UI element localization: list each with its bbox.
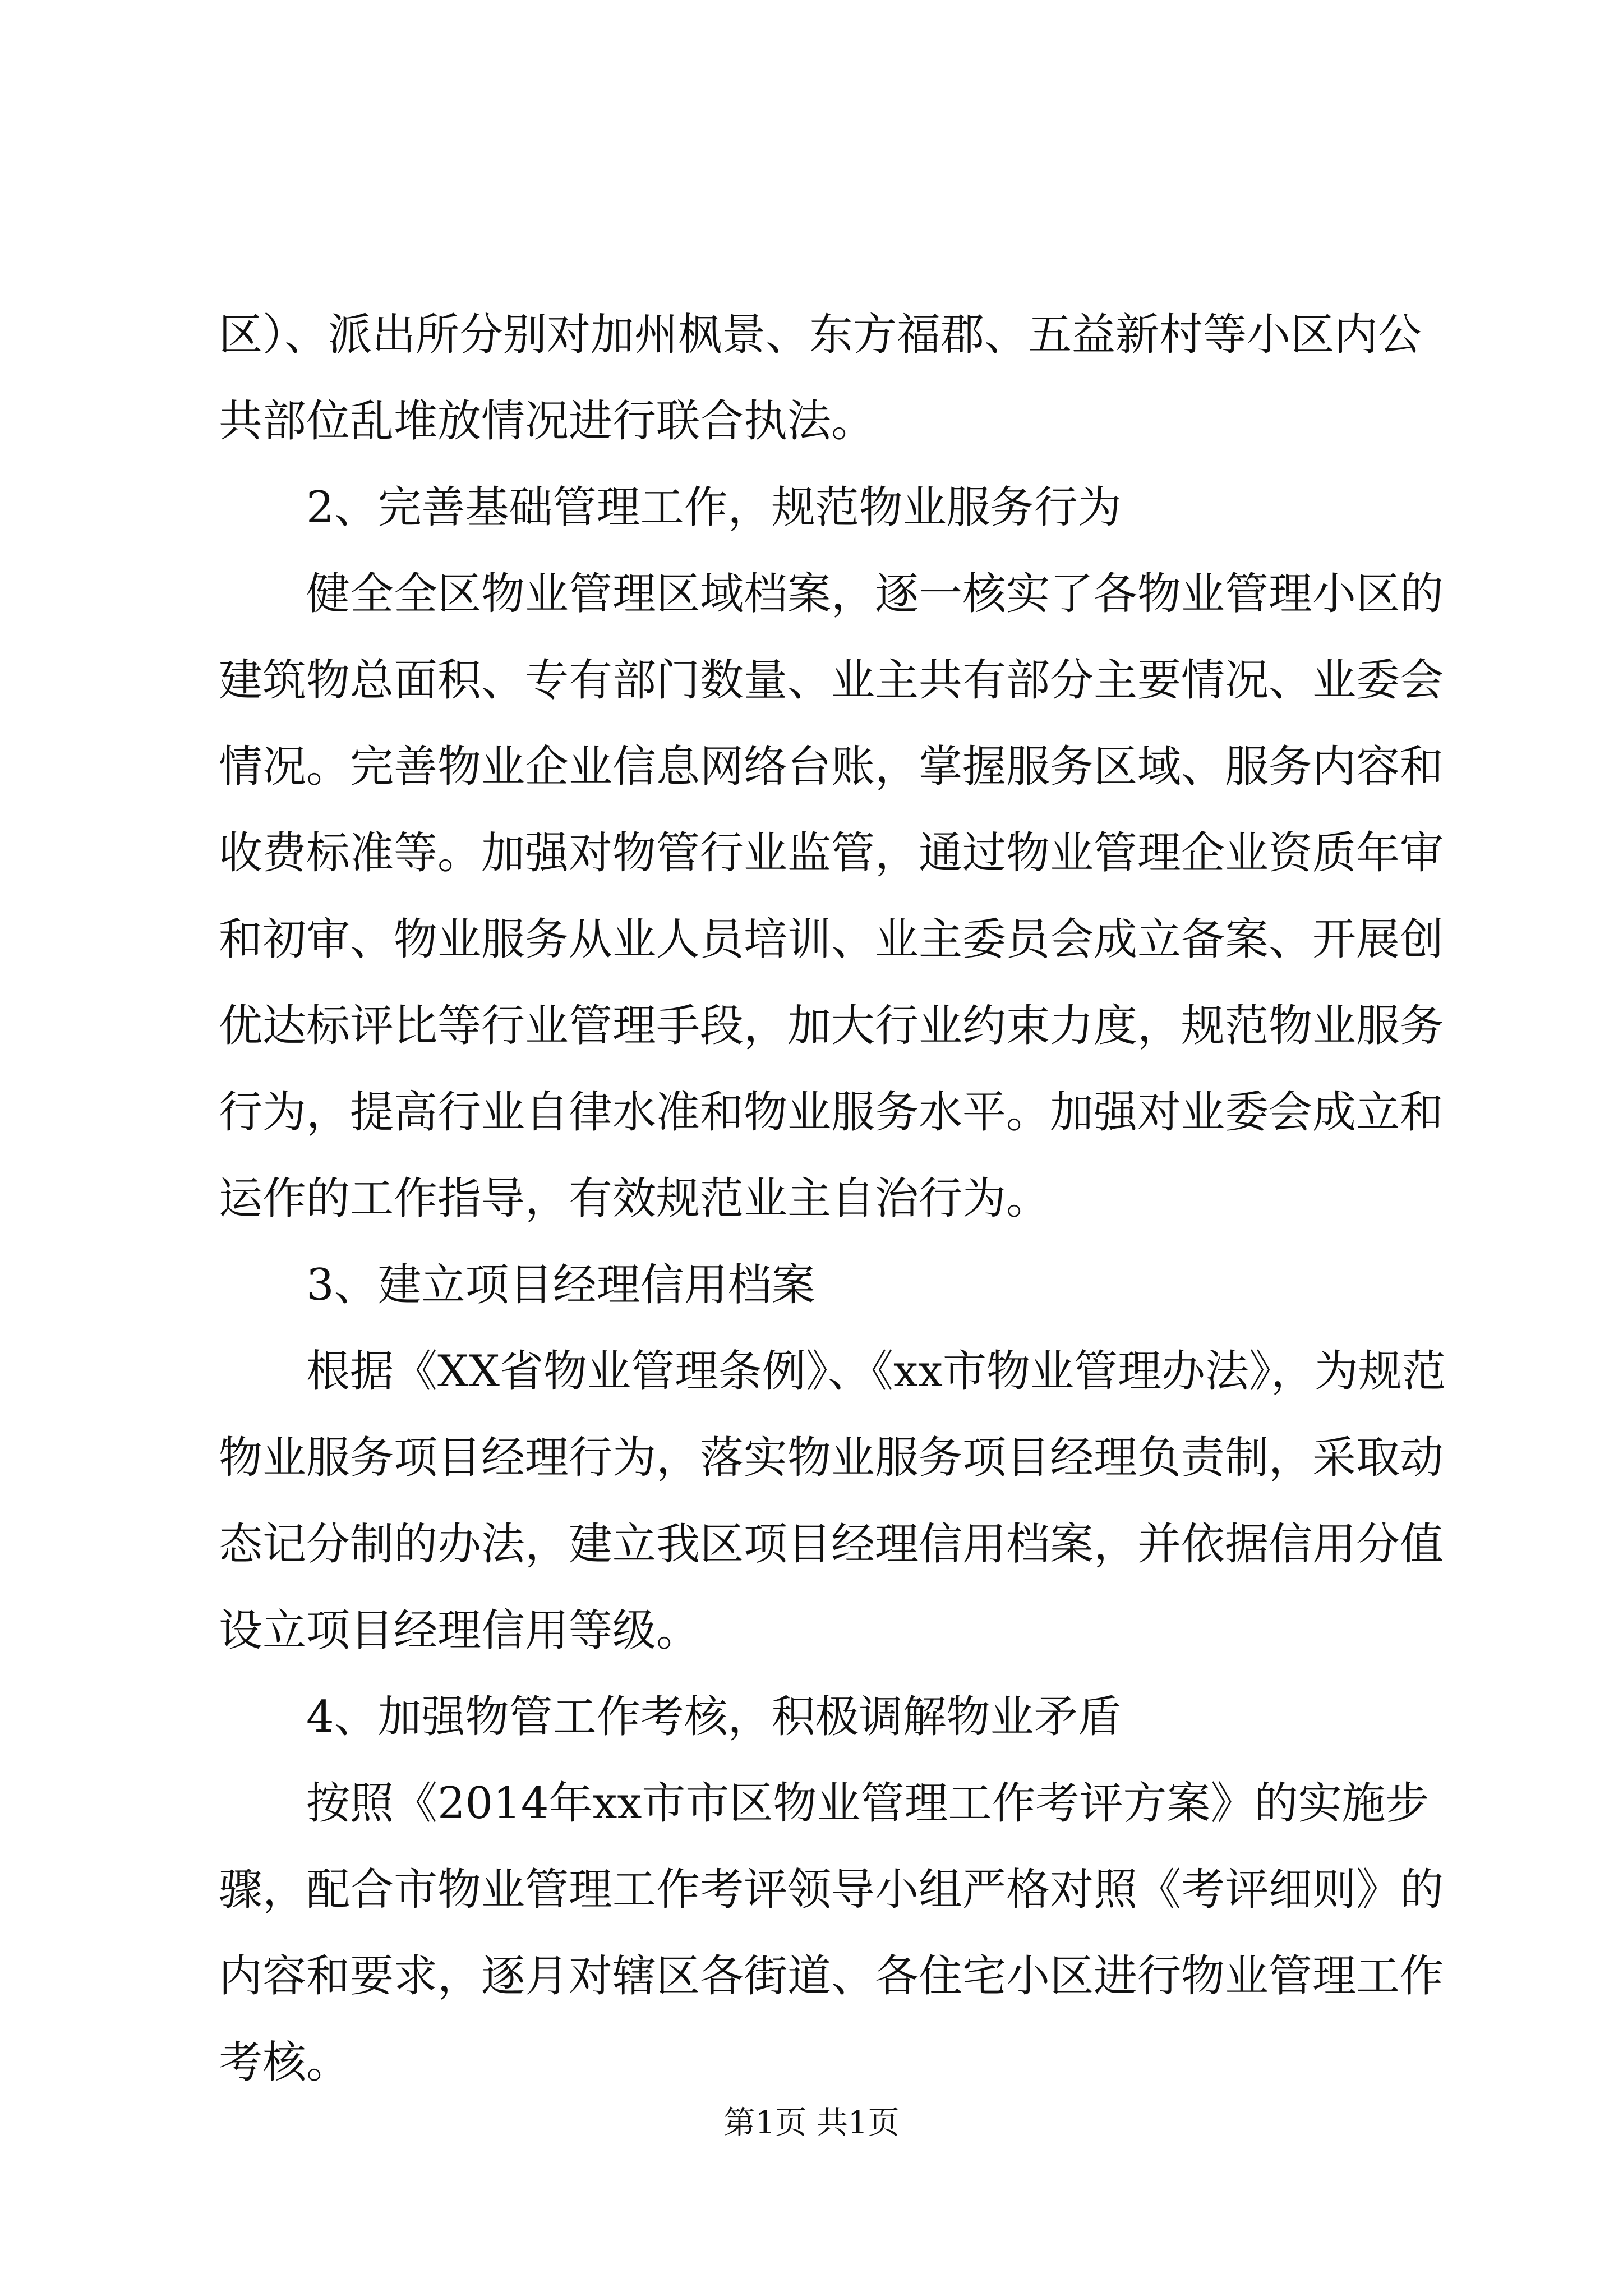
paragraph-line: 根据《XX省物业管理条例》、《xx市物业管理办法》，为规范 — [306, 1346, 1446, 1397]
paragraph-line: 态记分制的办法，建立我区项目经理信用档案，并依据信用分值 — [219, 1519, 1444, 1570]
paragraph-line: 运作的工作指导，有效规范业主自治行为。 — [219, 1174, 1050, 1224]
paragraph-line: 建筑物总面积、专有部门数量、业主共有部分主要情况、业委会 — [219, 655, 1444, 706]
paragraph-line: 区）、派出所分别对加州枫景、东方福郡、五益新村等小区内公 — [219, 310, 1422, 360]
paragraph-line: 骤，配合市物业管理工作考评领导小组严格对照《考评细则》的 — [219, 1865, 1444, 1915]
paragraph-line: 设立项目经理信用等级。 — [219, 1605, 700, 1656]
paragraph-line: 健全全区物业管理区域档案，逐一核实了各物业管理小区的 — [306, 569, 1444, 619]
paragraph-line: 考核。 — [219, 2037, 351, 2088]
paragraph-line: 情况。完善物业企业信息网络台账，掌握服务区域、服务内容和 — [219, 742, 1444, 792]
section-heading: 3、建立项目经理信用档案 — [306, 1260, 815, 1310]
paragraph-line: 行为，提高行业自律水准和物业服务水平。加强对业委会成立和 — [219, 1087, 1444, 1138]
body-text — [219, 292, 1446, 2106]
page-footer: 第1页 共1页 — [723, 2105, 900, 2141]
paragraph-line: 内容和要求，逐月对辖区各街道、各住宅小区进行物业管理工作 — [219, 1951, 1444, 2001]
section-heading: 2、完善基础管理工作，规范物业服务行为 — [306, 482, 1122, 533]
section-heading: 4、加强物管工作考核，积极调解物业矛盾 — [306, 1692, 1122, 1742]
paragraph-line: 和初审、物业服务从业人员培训、业主委员会成立备案、开展创 — [219, 914, 1444, 965]
paragraph-line: 优达标评比等行业管理手段，加大行业约束力度，规范物业服务 — [219, 1001, 1444, 1051]
paragraph-line: 收费标准等。加强对物管行业监管，通过物业管理企业资质年审 — [219, 828, 1444, 878]
paragraph-line: 物业服务项目经理行为，落实物业服务项目经理负责制，采取动 — [219, 1433, 1444, 1483]
paragraph-line: 按照《2014年xx市市区物业管理工作考评方案》的实施步 — [306, 1778, 1430, 1829]
paragraph-line: 共部位乱堆放情况进行联合执法。 — [219, 396, 875, 447]
